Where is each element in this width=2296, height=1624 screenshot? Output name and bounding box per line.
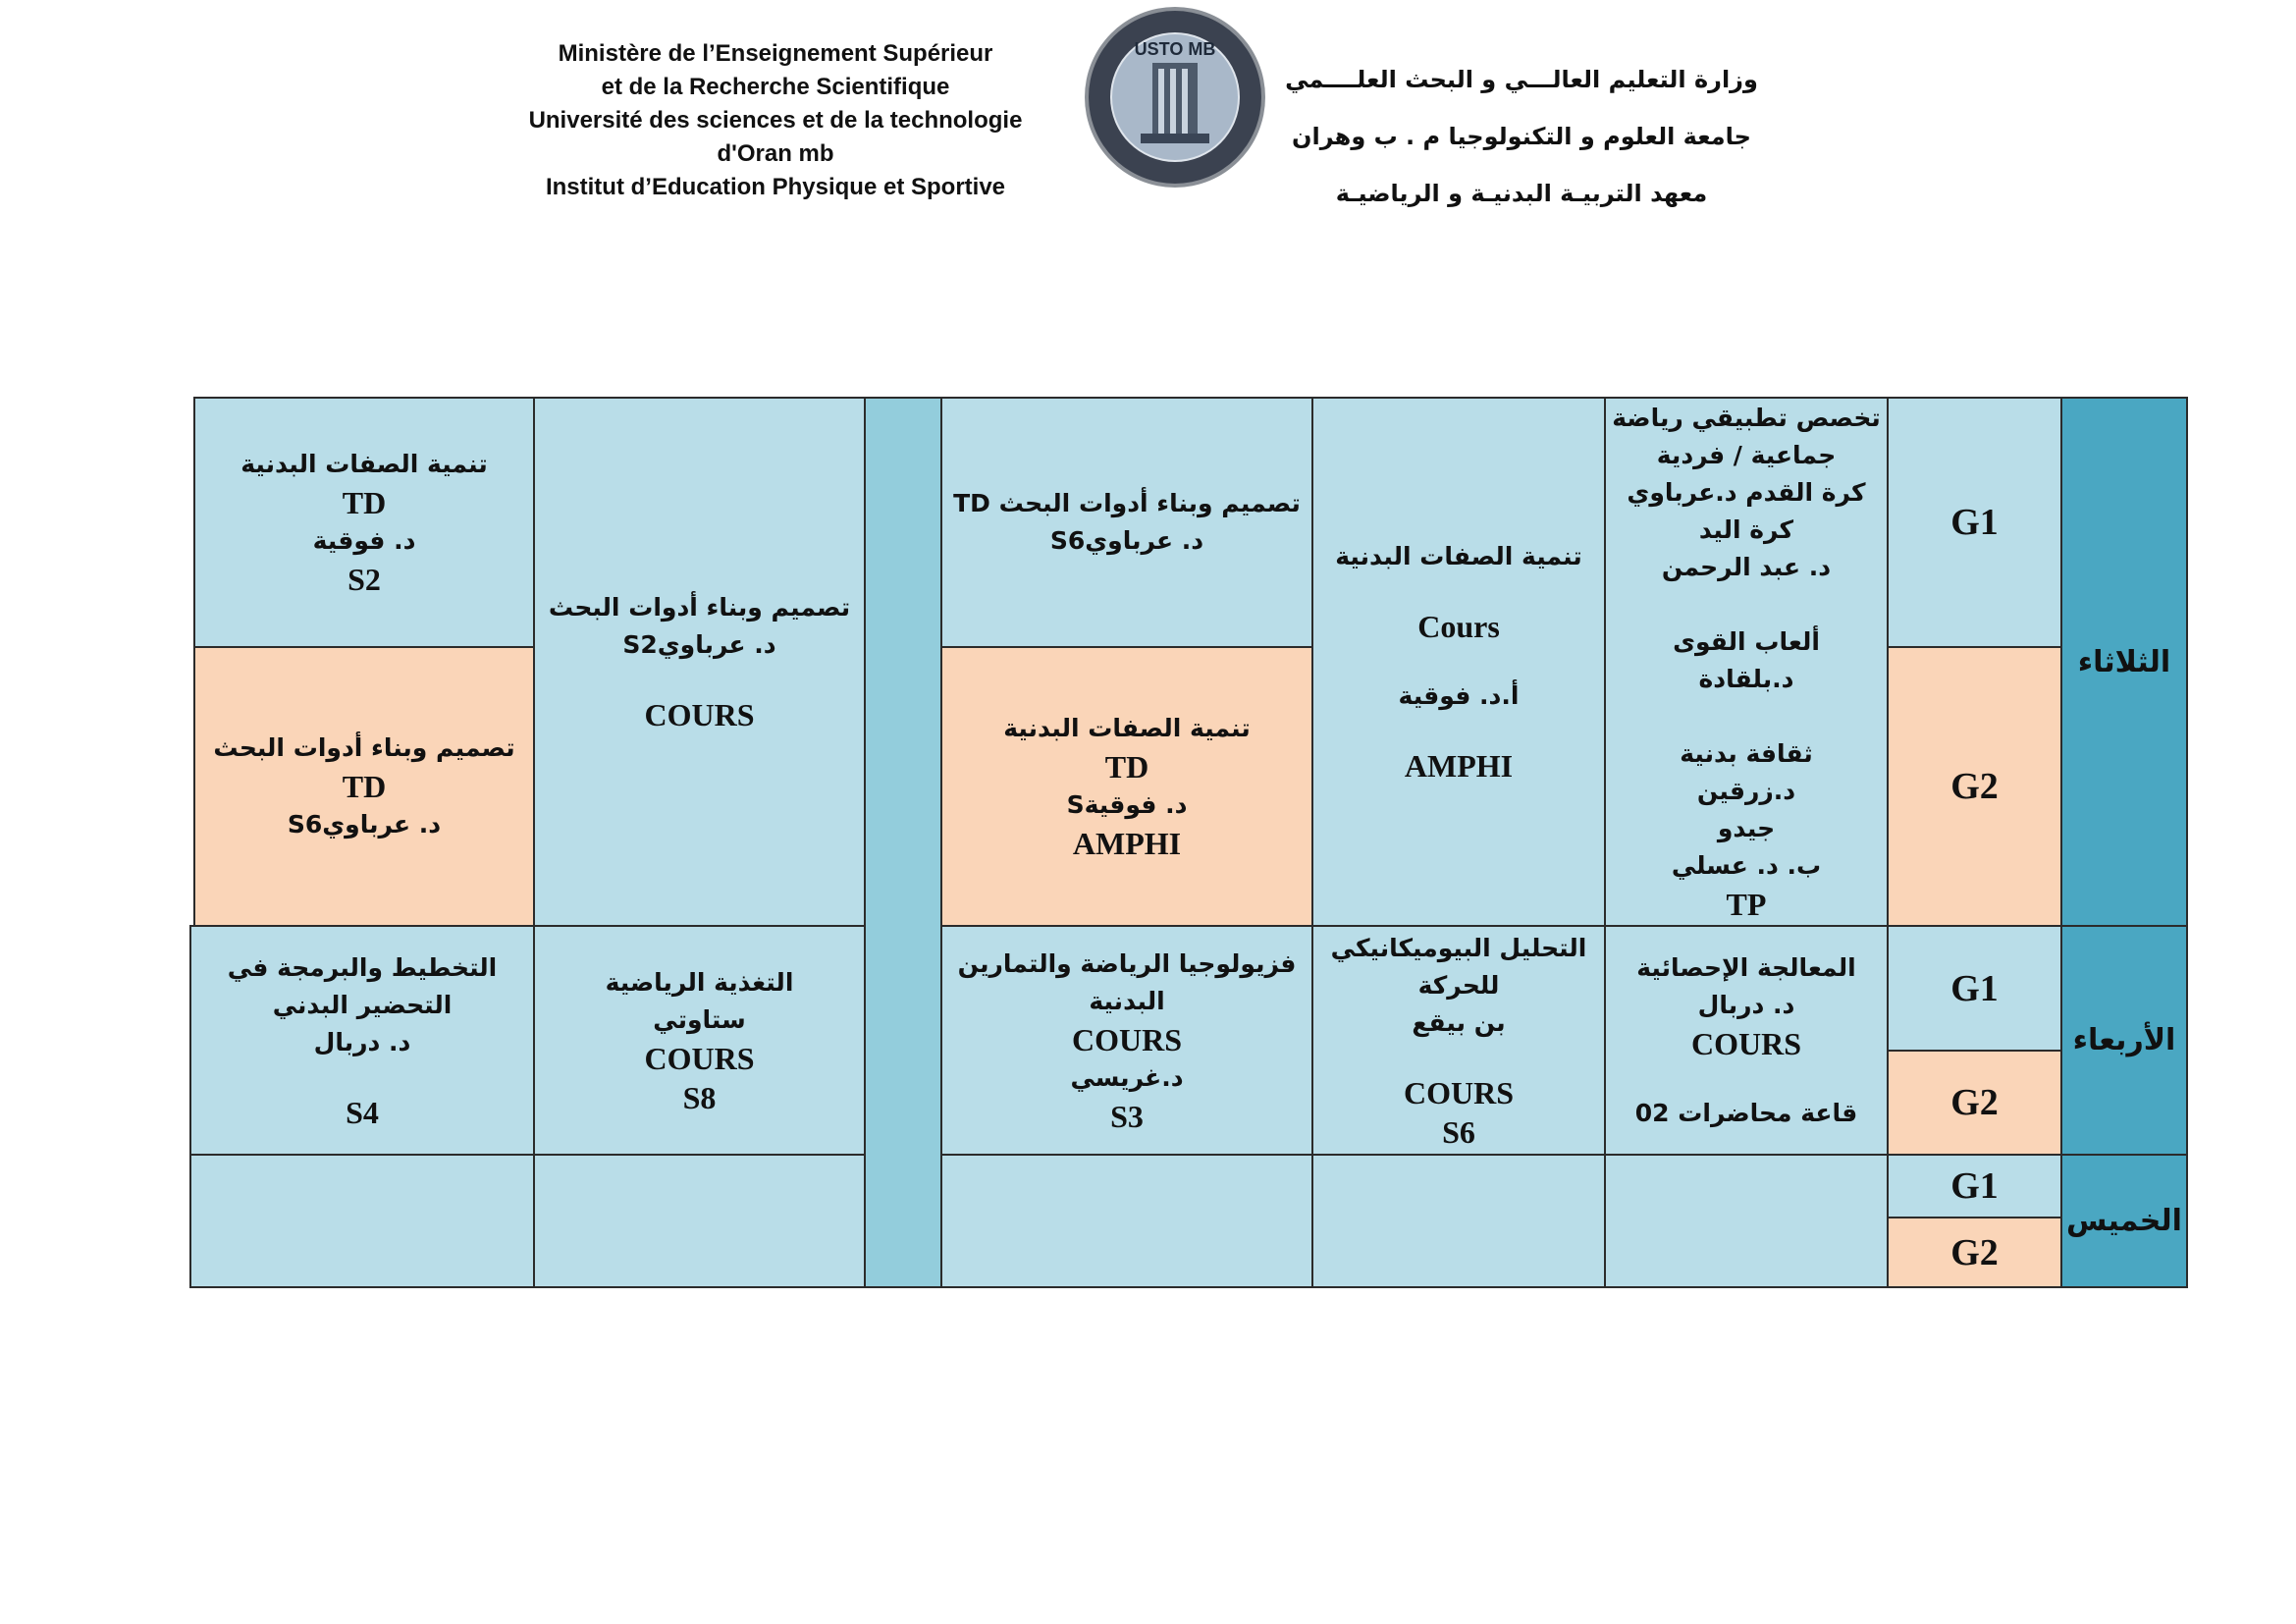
subject: التحليل البيوميكانيكي: [1330, 933, 1587, 962]
group-label: G2: [1950, 1231, 1999, 1273]
subject-cont: التحضير البدني: [272, 990, 453, 1019]
group-cell-thursday-g1: [1887, 1154, 2062, 1218]
tuesday-slot-5: [533, 397, 866, 927]
thursday-slot-1: [1604, 1154, 1889, 1288]
line: جماعية / فردية: [1656, 441, 1837, 469]
group-label: G2: [1950, 1082, 1999, 1123]
seal-text: USTO MB: [1134, 39, 1216, 59]
line: د. عبد الرحمن: [1661, 553, 1832, 581]
header-ar-line-3: معهد التربيـة البدنيـة و الرياضيـة: [1335, 180, 1708, 207]
subject: تصميم وبناء أدوات البحث: [548, 593, 851, 622]
group-cell-thursday-g2: [1887, 1217, 2062, 1288]
teacher: د. عرباويS6: [287, 810, 442, 839]
thursday-slot-2: [1311, 1154, 1606, 1288]
subject: التخطيط والبرمجة في: [227, 952, 498, 982]
teacher: د. فوقيةS: [1066, 790, 1188, 819]
line: كرة اليد: [1698, 515, 1794, 544]
group-cell-wednesday-g2: [1887, 1050, 2062, 1156]
thursday-slot-5: [533, 1154, 866, 1288]
day-thursday: [2060, 1154, 2188, 1288]
teacher: أ.د. فوقية: [1398, 681, 1520, 710]
type: Cours: [1417, 609, 1500, 644]
type: TD: [1104, 749, 1149, 785]
teacher: بن بيقع: [1412, 1007, 1506, 1037]
tuesday-slot-1: [1604, 397, 1889, 927]
subject-cont: للحركة: [1417, 970, 1500, 1000]
tuesday-slot-3-g1: [940, 397, 1313, 648]
group-label: G1: [1950, 967, 1999, 1009]
tuesday-slot-6-g1: [193, 397, 535, 648]
header-fr-line-2: et de la Recherche Scientifique: [601, 74, 950, 100]
thursday-slot-3: [940, 1154, 1313, 1288]
header-fr-line-3: Université des sciences et de la technologie: [528, 107, 1023, 134]
wednesday-slot-2: [1311, 925, 1606, 1156]
group-label: G1: [1950, 502, 1999, 543]
day-label: الأربعاء: [2072, 1023, 2176, 1057]
teacher: د. دربال: [1697, 990, 1795, 1019]
teacher: د. عرباويS2: [622, 630, 776, 659]
header-ar-line-2: جامعة العلوم و التكنولوجيا م . ب وهران: [1292, 123, 1751, 150]
teacher: د. فوقية: [312, 526, 416, 555]
day-wednesday: [2060, 925, 2188, 1156]
subject: التغذية الرياضية: [605, 967, 794, 997]
group-cell-wednesday-g1: [1887, 925, 2062, 1052]
subject: تنمية الصفات البدنية: [1335, 542, 1582, 570]
room: S6: [1442, 1113, 1475, 1150]
type: COURS: [1690, 1025, 1801, 1061]
line: كرة القدم د.عرباوي: [1627, 478, 1866, 507]
group-cell-tuesday-g2: [1887, 646, 2062, 927]
day-label: الخميس: [2066, 1204, 2182, 1238]
university-seal-logo: [1082, 4, 1268, 190]
line: د.زرقين: [1696, 777, 1796, 805]
teacher: ستاوتي: [653, 1004, 746, 1034]
subject: تصميم وبناء أدوات البحث: [213, 733, 515, 762]
subject: فزيولوجيا الرياضة والتمارين: [957, 948, 1297, 978]
line: ألعاب القوى: [1673, 627, 1820, 656]
teacher: د.غريسي: [1070, 1062, 1184, 1092]
thursday-slot-6: [189, 1154, 535, 1288]
group-label: G2: [1950, 766, 1999, 807]
subject: تنمية الصفات البدنية: [240, 450, 488, 478]
break-column: [864, 397, 942, 1288]
type: TD: [342, 485, 387, 520]
teacher: د. عرباويS6: [1049, 526, 1204, 555]
teacher: د. دربال: [313, 1027, 411, 1056]
header-french: [491, 37, 1060, 204]
header-fr-line-1: Ministère de l’Enseignement Supérieur: [558, 40, 993, 67]
day-tuesday: [2060, 397, 2188, 927]
group-label: G1: [1950, 1165, 1999, 1207]
wednesday-slot-1: [1604, 925, 1889, 1156]
tuesday-slot-3-g2: [940, 646, 1313, 927]
subject: تنمية الصفات البدنية: [1003, 714, 1251, 742]
line: تخصص تطبيقي رياضة: [1612, 404, 1881, 432]
subject: المعالجة الإحصائية: [1636, 952, 1856, 982]
type: COURS: [1071, 1021, 1182, 1057]
subject-cont: البدنية: [1089, 986, 1165, 1015]
header-fr-line-4: d'Oran mb: [717, 140, 834, 167]
line: جيدو: [1717, 814, 1776, 842]
room: AMPHI: [1404, 748, 1514, 784]
room: S4: [346, 1094, 379, 1130]
wednesday-slot-3: [940, 925, 1313, 1156]
day-label: الثلاثاء: [2077, 644, 2171, 679]
type: COURS: [644, 1040, 755, 1076]
tuesday-slot-6-g2: [193, 646, 535, 927]
type: COURS: [644, 697, 755, 732]
room: AMPHI: [1072, 826, 1182, 861]
tuesday-slot-2: [1311, 397, 1606, 927]
wednesday-slot-6: [189, 925, 535, 1156]
header-arabic: [1276, 51, 1767, 222]
subject: تصميم وبناء أدوات البحث TD: [953, 489, 1301, 517]
line: ب. د. عسلي: [1671, 851, 1822, 880]
wednesday-slot-5: [533, 925, 866, 1156]
room: S2: [347, 562, 381, 597]
line: د.بلقادة: [1698, 665, 1794, 693]
group-cell-tuesday-g1: [1887, 397, 2062, 648]
type: COURS: [1403, 1074, 1514, 1110]
line: ثقافة بدنية: [1680, 739, 1813, 768]
room: S3: [1110, 1098, 1144, 1134]
line: TP: [1726, 887, 1767, 922]
type: TD: [342, 769, 387, 804]
header-fr-line-5: Institut d’Education Physique et Sportive: [545, 174, 1006, 200]
header-ar-line-1: وزارة التعليم العالـــي و البحث العلــــمي: [1285, 66, 1758, 93]
room: قاعة محاضرات 02: [1634, 1098, 1858, 1127]
room: S8: [682, 1079, 717, 1115]
